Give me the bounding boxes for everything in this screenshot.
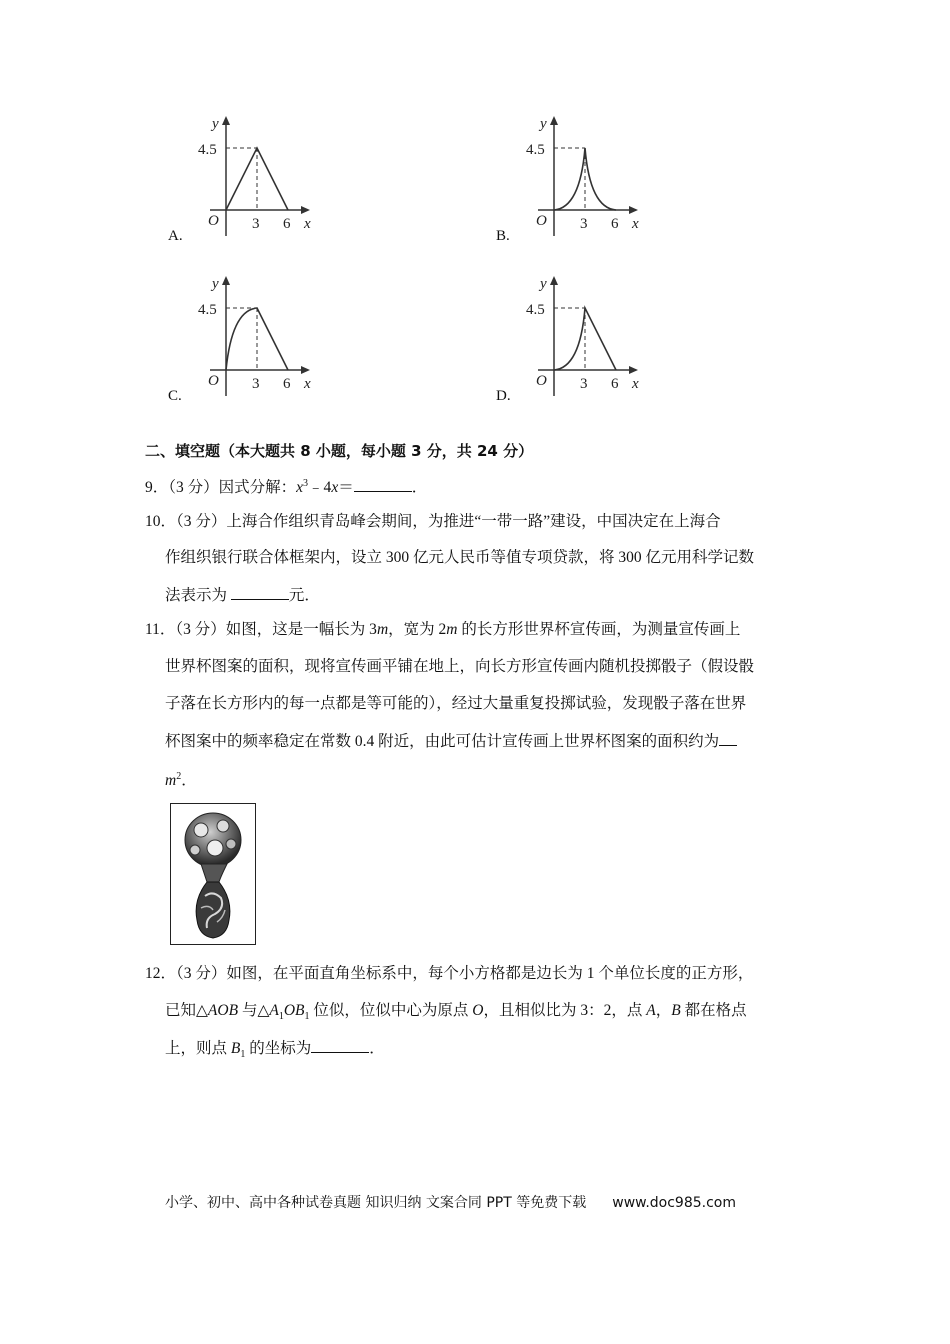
q12-text-d: ，且相似比为 3：2，点 xyxy=(483,1002,647,1019)
graph-c xyxy=(190,272,320,402)
q12-ob: OB xyxy=(283,1002,305,1019)
q11-text-c: 的长方形世界杯宣传画，为测量宣传画上 xyxy=(457,621,741,638)
footer-text: 小学、初中、高中各种试卷真题 知识归纳 文案合同 PPT 等免费下载 xyxy=(165,1195,587,1211)
q11-unit-m1: m xyxy=(376,621,389,638)
q11-unit-m2: m xyxy=(446,621,458,638)
q11-unit xyxy=(165,767,197,791)
q12-point-a1: A xyxy=(269,1002,279,1019)
option-c-label: C. xyxy=(168,388,182,404)
q11-line-1 xyxy=(145,620,740,640)
q9-minus: ﹣4 xyxy=(308,479,332,497)
q10-prefix: 法表示为 xyxy=(165,587,228,604)
q10-answer-blank[interactable] xyxy=(231,585,289,600)
q12-line-3 xyxy=(165,1038,385,1065)
q11-answer-blank[interactable] xyxy=(719,731,737,746)
world-cup-trophy-image xyxy=(170,803,256,945)
q12-text-c: 位似，位似中心为原点 xyxy=(309,1002,473,1019)
x-tick-6: 6 xyxy=(283,376,291,392)
q11-text-4: 杯图案中的频率稳定在常数 0.4 附近，由此可估计宣传画上世界杯图案的面积约为 xyxy=(165,733,720,750)
q12-triangle-aob: AOB xyxy=(207,1002,239,1019)
q12-sub-1: 1 xyxy=(278,1011,284,1023)
x-tick-6: 6 xyxy=(611,376,619,392)
x-tick-3: 3 xyxy=(252,216,260,232)
q9-exponent: 3 xyxy=(303,478,309,489)
q12-line-1: 12．（3 分）如图，在平面直角坐标系中，每个小方格都是边长为 1 个单位长度的正方形， xyxy=(145,965,754,982)
q12-text-e: ， xyxy=(655,1002,672,1019)
q11-unit-end: ． xyxy=(181,772,197,790)
q12-point-a: A xyxy=(646,1002,656,1019)
q12-text-a: 已知△ xyxy=(165,1002,208,1019)
q11-line-4 xyxy=(165,731,737,752)
q11-text-a: 11．（3 分）如图，这是一幅长为 3 xyxy=(145,621,377,638)
y-tick: 4.5 xyxy=(198,142,217,158)
q11-unit-exp: 2 xyxy=(176,771,182,782)
q12-sub-3: 1 xyxy=(240,1049,246,1061)
q9-end: ． xyxy=(411,479,428,497)
q12-sub-2: 1 xyxy=(304,1011,310,1023)
q12-line-2 xyxy=(165,1001,747,1027)
q10-line-2: 作组织银行联合体框架内，设立 300 亿元人民币等值专项贷款，将 300 亿元用科学记数 xyxy=(165,549,755,566)
y-tick: 4.5 xyxy=(526,302,545,318)
q9-var: x xyxy=(296,479,304,497)
q12-point-b1: B xyxy=(230,1040,241,1057)
x-tick-3: 3 xyxy=(580,376,588,392)
q9-var2: x xyxy=(331,479,339,497)
x-tick-6: 6 xyxy=(283,216,291,232)
option-d-label: D. xyxy=(496,388,511,404)
x-axis-label: x xyxy=(632,376,639,392)
q12-origin-o: O xyxy=(472,1002,484,1019)
q10-line-3 xyxy=(165,585,320,606)
x-tick-3: 3 xyxy=(252,376,260,392)
q11-line-3: 子落在长方形内的每一点都是等可能的），经过大量重复投掷试验，发现骰子落在世界 xyxy=(165,695,747,712)
graph-b xyxy=(518,112,648,242)
y-axis-label: y xyxy=(540,276,547,292)
q12-point-b: B xyxy=(671,1002,681,1019)
q9-answer-blank[interactable] xyxy=(354,477,412,492)
q12-answer-blank[interactable] xyxy=(311,1038,369,1053)
section-title: 二、填空题（本大题共 8 小题，每小题 3 分，共 24 分） xyxy=(145,442,534,460)
q9-prompt: （3 分）因式分解： xyxy=(168,479,297,497)
q12-text-f: 都在格点 xyxy=(680,1002,747,1019)
y-tick: 4.5 xyxy=(198,302,217,318)
q10-line-1: 10．（3 分）上海合作组织青岛峰会期间，为推进“一带一路”建设，中国决定在上海合 xyxy=(145,513,721,530)
origin-label: O xyxy=(536,213,547,229)
option-a-label: A. xyxy=(168,228,183,244)
x-axis-label: x xyxy=(304,376,311,392)
x-axis-label: x xyxy=(632,216,639,232)
q12-text-g: 上，则点 xyxy=(165,1040,231,1057)
q9-equals: ＝ xyxy=(338,479,354,497)
q12-text-h: 的坐标为 xyxy=(245,1040,312,1057)
y-axis-label: y xyxy=(212,116,219,132)
origin-label: O xyxy=(208,373,219,389)
q12-text-b: 与△ xyxy=(238,1002,270,1019)
x-axis-label: x xyxy=(304,216,311,232)
q11-line-2: 世界杯图案的面积，现将宣传画平铺在地上，向长方形宣传画内随机投掷骰子（假设骰 xyxy=(165,658,755,675)
footer xyxy=(165,1192,736,1212)
graph-a xyxy=(190,112,320,242)
q10-suffix: 元． xyxy=(288,587,320,604)
x-tick-3: 3 xyxy=(580,216,588,232)
origin-label: O xyxy=(536,373,547,389)
q11-text-b: ，宽为 2 xyxy=(388,621,447,638)
q9-number: 9． xyxy=(145,479,169,497)
graph-d xyxy=(518,272,648,402)
q12-end: ． xyxy=(369,1040,385,1057)
q11-unit-m: m xyxy=(165,772,177,790)
question-9 xyxy=(145,474,427,498)
y-axis-label: y xyxy=(540,116,547,132)
origin-label: O xyxy=(208,213,219,229)
y-tick: 4.5 xyxy=(526,142,545,158)
option-b-label: B. xyxy=(496,228,510,244)
x-tick-6: 6 xyxy=(611,216,619,232)
y-axis-label: y xyxy=(212,276,219,292)
footer-url-link[interactable]: www.doc985.com xyxy=(612,1195,736,1211)
